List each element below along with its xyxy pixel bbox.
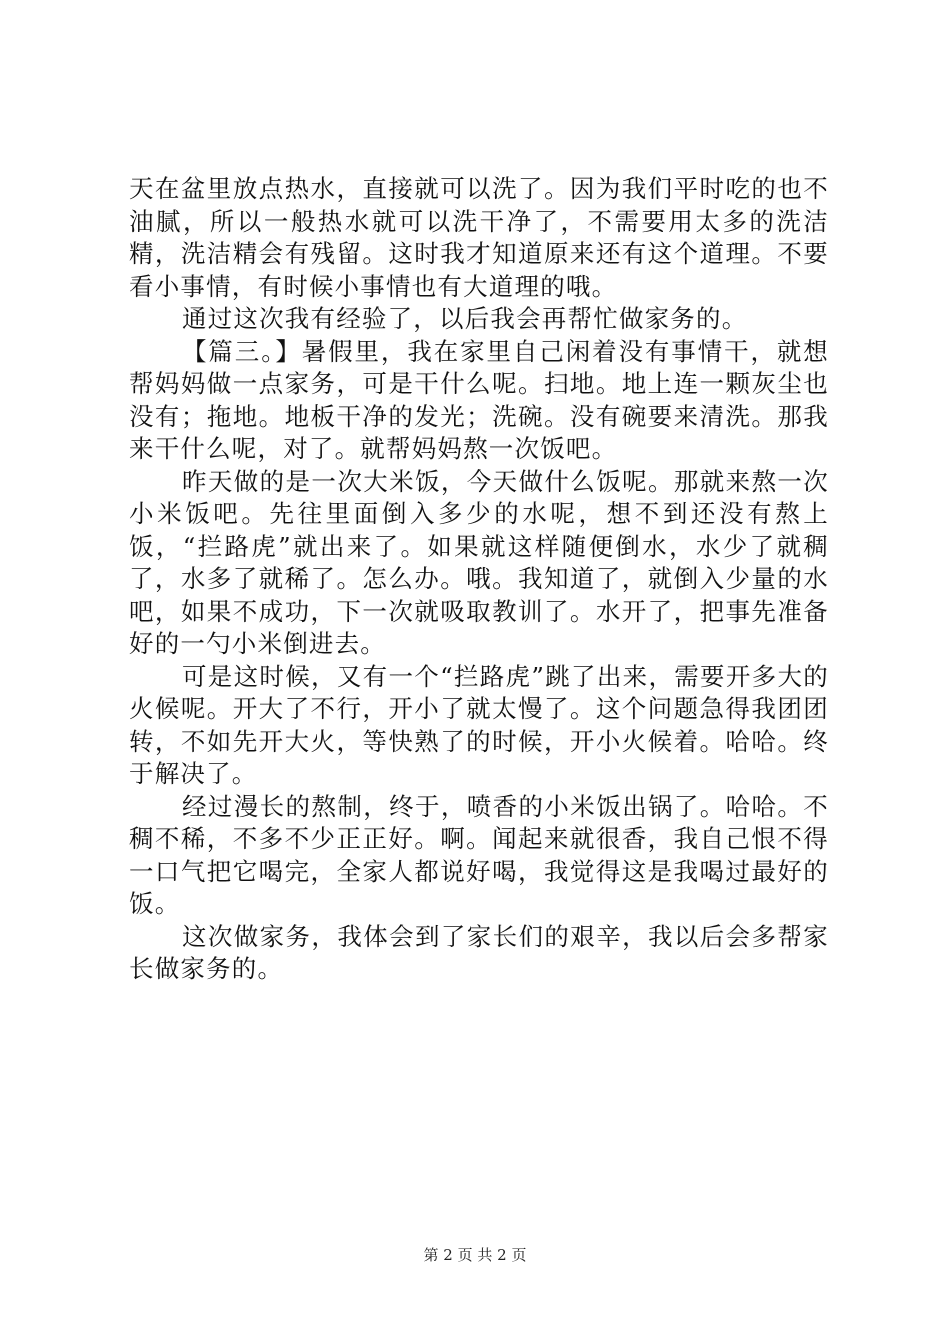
paragraph-2: 通过这次我有经验了，以后我会再帮忙做家务的。 — [182, 304, 748, 333]
paragraph-7: 这次做家务，我体会到了家长们的艰辛，我以后会多帮家长做家务的。 — [129, 921, 829, 983]
paragraph-5: 可是这时候，又有一个“拦路虎”跳了出来，需要开多大的火候呢。开大了不行，开小了就太慢了。这个问题急得我团团转，不如先开大火，等快熟了的时候，开小火候着。哈哈。终于解决了。 — [129, 661, 829, 788]
paragraph-4: 昨天做的是一次大米饭，今天做什么饭呢。那就来熬一次小米饭吧。先往里面倒入多少的水呢，想不到还没有熬上饭，“拦路虎”就出来了。如果就这样随便倒水，水少了就稠了，水多了就稀了。怎么办。哦。我知道了，就倒入少量的水吧，如果不成功，下一次就吸取教训了。水开了，把事先准备好的一勺小米倒进去。 — [129, 466, 829, 658]
paragraph-6: 经过漫长的熬制，终于，喷香的小米饭出锅了。哈哈。不稠不稀，不多不少正正好。啊。闻起来就很香，我自己恨不得一口气把它喝完，全家人都说好喝，我觉得这是我喝过最好的饭。 — [129, 791, 829, 918]
document-body — [129, 173, 829, 986]
page-number-label: 第 2 页 共 2 页 — [423, 1246, 527, 1264]
paragraph-3: 【篇三。】暑假里，我在家里自己闲着没有事情干，就想帮妈妈做一点家务，可是干什么呢。扫地。地上连一颗灰尘也没有；拖地。地板干净的发光；洗碗。没有碗要来清洗。那我来干什么呢，对了。就帮妈妈熬一次饭吧。 — [129, 336, 829, 463]
paragraph-1: 天在盆里放点热水，直接就可以洗了。因为我们平时吃的也不油腻，所以一般热水就可以洗干净了，不需要用太多的洗洁精，洗洁精会有残留。这时我才知道原来还有这个道理。不要看小事情，有时候小事情也有大道理的哦。 — [129, 174, 829, 301]
page-footer — [0, 1245, 950, 1265]
